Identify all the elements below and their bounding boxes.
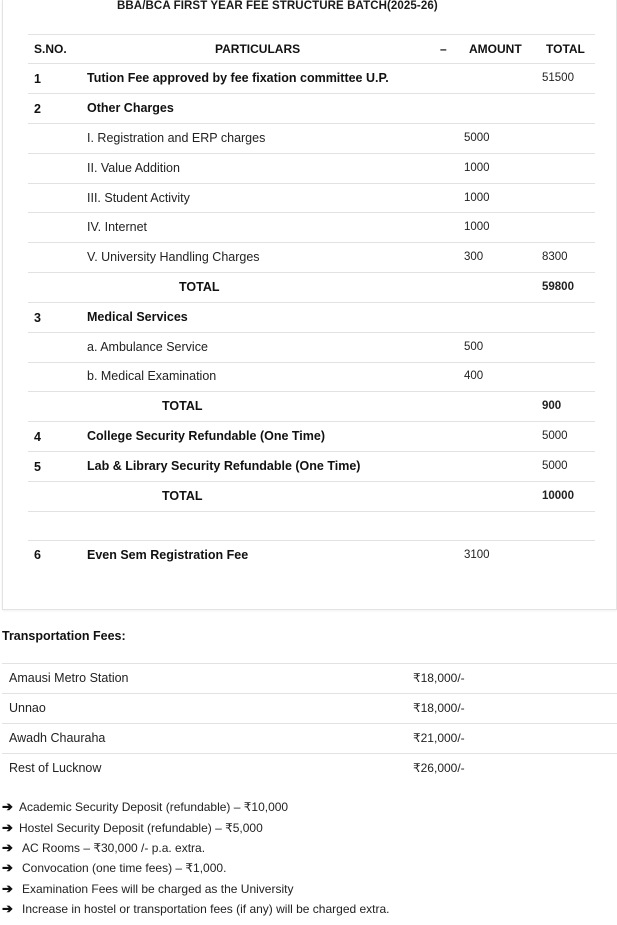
- row-particulars: Even Sem Registration Fee: [87, 548, 249, 562]
- transport-place: Rest of Lucknow: [9, 761, 102, 775]
- table-row-total: [28, 481, 595, 512]
- row-amount: 300: [464, 251, 484, 263]
- transport-fee: ₹18,000/-: [413, 701, 465, 715]
- header-total: TOTAL: [546, 42, 585, 56]
- note-text: Increase in hostel or transportation fees (if any) will be charged extra.: [22, 902, 390, 916]
- arrow-right-icon: ➔: [2, 860, 13, 875]
- note-text: Examination Fees will be charged as the University: [22, 882, 294, 896]
- row-particulars: III. Student Activity: [87, 191, 190, 205]
- transport-heading: Transportation Fees:: [2, 629, 126, 643]
- row-amount: 400: [464, 370, 484, 382]
- transport-fee: ₹18,000/-: [413, 671, 465, 685]
- header-amount: AMOUNT: [469, 42, 522, 56]
- header-particulars: PARTICULARS: [215, 42, 301, 56]
- transport-place: Unnao: [9, 701, 46, 715]
- transport-row: [2, 753, 617, 784]
- transport-fee: ₹21,000/-: [413, 731, 465, 745]
- row-total: 59800: [542, 281, 574, 293]
- table-row: [28, 242, 595, 273]
- transport-row: [2, 693, 617, 724]
- table-row-total: [28, 272, 595, 303]
- transport-fee: ₹26,000/-: [413, 761, 465, 775]
- table-row-empty: [28, 511, 595, 541]
- table-row: [28, 212, 595, 243]
- note-text: Academic Security Deposit (refundable) – ₹10,000: [19, 800, 289, 814]
- transport-row: [2, 663, 617, 694]
- row-amount: 1000: [464, 162, 490, 174]
- table-row: [28, 332, 595, 363]
- table-row: [28, 302, 595, 333]
- row-particulars: Other Charges: [87, 101, 174, 115]
- row-particulars: TOTAL: [179, 280, 220, 294]
- row-amount: 5000: [464, 132, 490, 144]
- arrow-right-icon: ➔: [2, 901, 13, 916]
- row-amount: 3100: [464, 549, 490, 561]
- arrow-right-icon: ➔: [2, 840, 13, 855]
- row-amount: 1000: [464, 221, 490, 233]
- arrow-right-icon: ➔: [2, 881, 13, 896]
- row-sno: 6: [34, 548, 41, 562]
- row-total: 51500: [542, 72, 574, 84]
- row-particulars: V. University Handling Charges: [87, 250, 260, 264]
- page-title: BBA/BCA FIRST YEAR FEE STRUCTURE BATCH(2025-26): [117, 0, 438, 12]
- transport-row: [2, 723, 617, 754]
- header-dash: –: [440, 42, 447, 56]
- table-row: [28, 421, 595, 452]
- transport-place: Amausi Metro Station: [9, 671, 129, 685]
- note-text: AC Rooms – ₹30,000 /- p.a. extra.: [22, 841, 206, 855]
- row-particulars: II. Value Addition: [87, 161, 180, 175]
- row-particulars: Tution Fee approved by fee fixation committee U.P.: [87, 71, 389, 85]
- table-row: [28, 93, 595, 124]
- row-sno: 3: [34, 311, 41, 325]
- note-text: Hostel Security Deposit (refundable) – ₹5,000: [19, 821, 263, 835]
- fee-table-header: [28, 34, 595, 64]
- row-total: 5000: [542, 460, 568, 472]
- row-particulars: TOTAL: [162, 489, 203, 503]
- table-row-total: [28, 391, 595, 422]
- row-amount: 1000: [464, 192, 490, 204]
- table-row: [28, 123, 595, 154]
- transport-place: Awadh Chauraha: [9, 731, 106, 745]
- table-row: [28, 540, 595, 571]
- row-particulars: a. Ambulance Service: [87, 340, 208, 354]
- row-particulars: Medical Services: [87, 310, 188, 324]
- row-sno: 4: [34, 430, 41, 444]
- row-particulars: I. Registration and ERP charges: [87, 131, 266, 145]
- row-particulars: TOTAL: [162, 399, 203, 413]
- row-total: 900: [542, 400, 562, 412]
- table-row: [28, 362, 595, 392]
- row-particulars: College Security Refundable (One Time): [87, 429, 326, 443]
- table-row: [28, 63, 595, 94]
- table-row: [28, 451, 595, 482]
- row-total: 8300: [542, 251, 568, 263]
- table-row: [28, 153, 595, 184]
- arrow-right-icon: ➔: [2, 820, 13, 835]
- row-total: 5000: [542, 430, 568, 442]
- arrow-right-icon: ➔: [2, 799, 13, 814]
- row-sno: 1: [34, 72, 41, 86]
- row-amount: 500: [464, 341, 484, 353]
- row-sno: 5: [34, 460, 41, 474]
- row-particulars: Lab & Library Security Refundable (One Time): [87, 459, 361, 473]
- row-particulars: b. Medical Examination: [87, 369, 217, 383]
- row-total: 10000: [542, 490, 574, 502]
- header-sno: S.NO.: [34, 42, 67, 56]
- note-text: Convocation (one time fees) – ₹1,000.: [22, 861, 227, 875]
- row-particulars: IV. Internet: [87, 220, 147, 234]
- row-sno: 2: [34, 102, 41, 116]
- table-row: [28, 183, 595, 213]
